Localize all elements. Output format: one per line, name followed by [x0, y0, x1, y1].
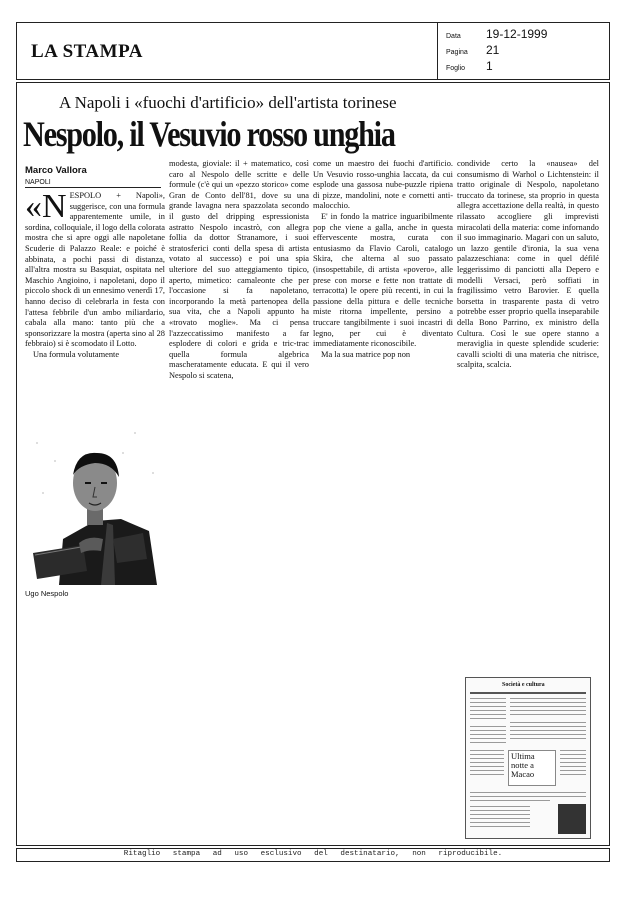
meta-row-date — [446, 27, 609, 43]
article-paragraph: modesta, gioviale: il + matematico, così caro al Nespolo delle scritte e delle formule (c'è qui un «pezzo storico» come Gran de Conto dell'81, dove su una grande lavagna nera spazzolata secondo il gusto del dripping espressionista astratto Nespolo incastrò, con allegra follia da dottor Stranamore, i suoi stratosferici conti della spesa di artista votato al successo) e poi una spia ulteriore del suo atteggiamento tipico, aperto, mimetico: camaleonte che per l'occasione si fa napoletano, incorporando la metà partenopea della sua vita, che a Napoli appunto ha «trovato moglie». Ma ci pensa l'azzeccatissimo manifesto a far esplodere di colori e grida e tric-trac quella formula algebrica mascheratamente educata. E qui il vero Nespolo si scatena, — [169, 159, 309, 380]
article-paragraph: Una formula volutamente — [33, 349, 120, 359]
meta-label: Pagina — [446, 49, 468, 56]
thumbnail-photo — [558, 804, 586, 834]
clipping-footer: Ritaglio stampa ad uso esclusivo del destinatario, non riproducibile. — [16, 848, 610, 862]
article-headline: Nespolo, il Vesuvio rosso unghia — [23, 114, 395, 154]
meta-row-sheet — [446, 59, 609, 75]
article-column-3 — [313, 159, 453, 360]
thumbnail-headline: Ultima notte a Macao — [508, 750, 556, 786]
clipping-meta — [437, 23, 609, 79]
article-paragraph: come un maestro dei fuochi d'artificio. Un Vesuvio rosso-unghia laccata, da cui esplode una gassosa nube-puzzle ripiena di pizze, mandolini, note e cornetti anti-malocchio. — [313, 159, 453, 211]
thumbnail-title: Società e cultura — [502, 682, 545, 688]
author-name: Marco Vallora — [25, 165, 87, 176]
header-frame — [16, 22, 610, 80]
paragraph-text: ESPOLO + Napoli», suggerisce, con una formula apparentemente umile, in sordina, colloquiale, il logo della colorata mostra che si apre oggi alle napoletane Scuderie di Palazzo Reale: e poiché è abbinata, a pochi passi di distanza, all'altra mostra su Basquiat, ospitata nel Maschio Angioino, i napoletani, dopo il piccolo shock di un ennesimo venerdì 17, hanno deciso di celebrarla in festa con l'attesa febbrile d'un ambo miliardario, cabala alla mano: tanto più che a sponsorizzare la mostra (aperta sino al 28 febbraio) si è scomodato il Lotto. — [25, 191, 165, 349]
article-column-2 — [169, 159, 309, 381]
portrait-photo — [25, 413, 165, 585]
drop-cap: «N — [25, 188, 67, 225]
page-thumbnail — [465, 677, 591, 839]
article-paragraph — [25, 188, 165, 350]
article-paragraph: condivide certo la «nausea» del consumismo di Warhol o Lichtenstein: il tratto originale di Nespolo, napoletano truccato da torinese, sta proprio in questa allegra accettazione della realtà, in questo rilassato accogliere gli imprevisti miracolati della materia: come infornando il suo immaginario. Magari con un saluto, un lazzo gentile d'ironia, la sua vena palazzeschiana: come in quel défilé leggerissimo di panciotti alla Depero e modelli Versaci, però soffiati in fragilissimo vetro Barovier. E quella borsetta in trasparente pasta di vetro potrebbe esser proprio quella inseparabile della Bono Parrino, ex ministro della Cultura. Così le sue opere stanno a meraviglia in queste splendide scuderie: cavalli sciolti di una materia che nitrisce, scalpita, scalcia. — [457, 159, 599, 370]
dateline-place: NAPOLI — [25, 179, 161, 188]
meta-row-page — [446, 43, 609, 59]
article-paragraph: E' in fondo la matrice inguaribilmente pop che viene a galla, anche in questa effervescente mostra, curata con entusiasmo da Flavio Caroli, catalogo Skira, che alterna al suo passato (insospettabile, di artista «povero», alle prese con morse e fette non trattate di terracotta) le opere più recenti, in cui la passione della pittura e delle tecniche miste ritorna impellente, persino a truccare tangibilmente i suoi incastri di legno, per cui è diventato immediatamente riconoscibile. — [313, 211, 453, 349]
photo-caption: Ugo Nespolo — [25, 589, 69, 598]
meta-value: 1 — [486, 59, 493, 73]
meta-label: Data — [446, 33, 461, 40]
article-frame — [16, 82, 610, 846]
article-paragraph: Ma la sua matrice pop non — [321, 349, 411, 359]
newspaper-name: LA STAMPA — [31, 41, 143, 62]
article-kicker: A Napoli i «fuochi d'artificio» dell'artista torinese — [59, 93, 397, 112]
article-column-1 — [25, 188, 165, 361]
article-column-4 — [457, 159, 599, 371]
meta-value: 19-12-1999 — [486, 27, 548, 41]
meta-value: 21 — [486, 43, 500, 57]
meta-label: Foglio — [446, 65, 466, 72]
